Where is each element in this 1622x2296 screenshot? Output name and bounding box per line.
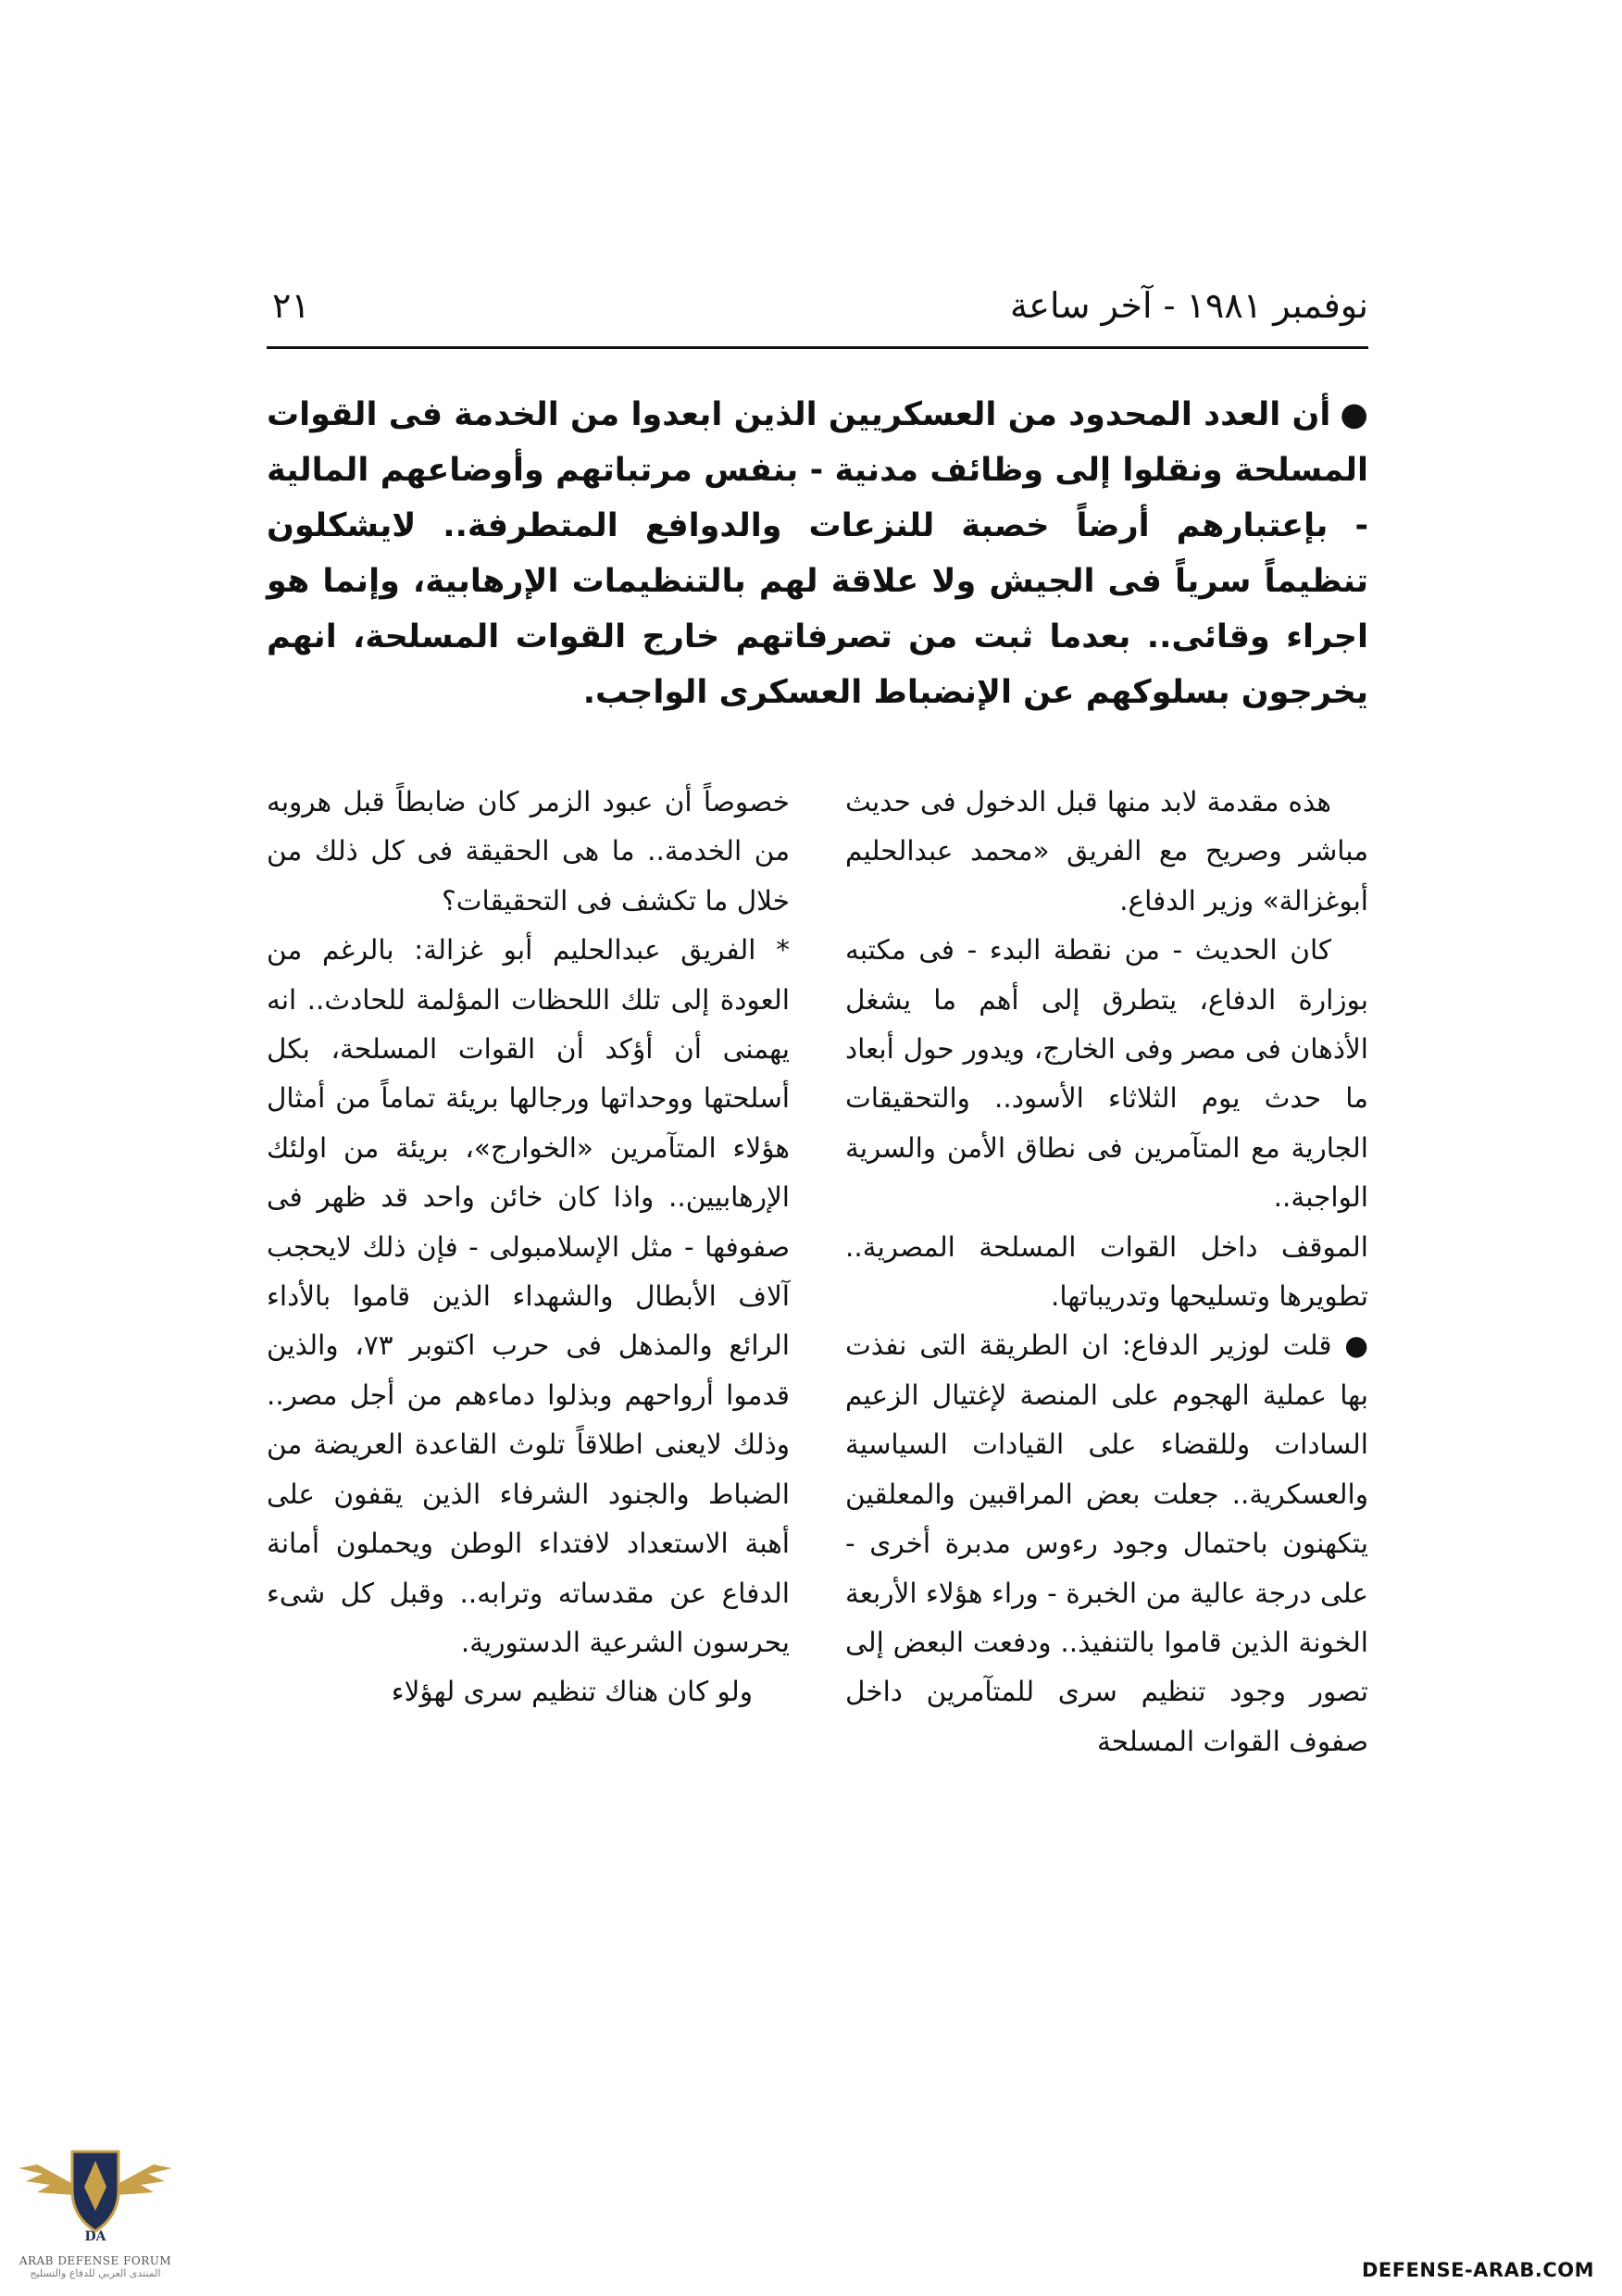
article-column-left: [267, 778, 790, 1717]
lead-text: أن العدد المحدود من العسكريين الذين ابعدوا من الخدمة فى القوات المسلحة ونقلوا إلى وظائف مدنية - بنفس مرتباتهم وأوضاعهم المالية - بإعتبارهم أرضاً خصبة للنزعات والدوافع المتطرفة.. لايشكلون تنظيماً سرياً فى الجيش ولا علاقة لهم بالتنظيمات الإرهابية، وإنما هو اجراء وقائى.. بعدما ثبت من تصرفاتهم خارج القوات المسلحة، انهم يخرجون بسلوكهم عن الإنضباط العسكرى الواجب.: [267, 396, 1368, 711]
column-right-paragraph-1: هذه مقدمة لابد منها قبل الدخول فى حديث مباشر وصريح مع الفريق «محمد عبدالحليم أبوغزالة» وزير الدفاع.: [845, 786, 1368, 917]
page-header: [267, 278, 1368, 349]
logo-caption: [17, 2254, 174, 2279]
bullet-icon: ●: [1340, 396, 1368, 433]
column-left-paragraph-1: خصوصاً أن عبود الزمر كان ضابطاً قبل هروبه من الخدمة.. ما هى الحقيقة فى كل ذلك من خلال ما تكشف فى التحقيقات؟: [267, 786, 790, 917]
column-left-paragraph-2: * الفريق عبدالحليم أبو غزالة: بالرغم من العودة إلى تلك اللحظات المؤلمة للحادث.. انه يهمنى أن أؤكد أن القوات المسلحة، بكل أسلحتها ووحداتها ورجالها بريئة تماماً من أمثال هؤلاء المتآمرين «الخوارج»، بريئة من اولئك الإرهابيين.. واذا كان خائن واحد قد ظهر فى صفوفها - مثل الإسلامبولى - فإن ذلك لايحجب آلاف الأبطال والشهداء الذين قاموا بالأداء الرائع والمذهل فى حرب اكتوبر ٧٣، والذين قدموا أرواحهم وبذلوا دماءهم من أجل مصر.. وذلك لايعنى اطلاقاً تلوث القاعدة العريضة من الضباط والجنود الشرفاء الذين يقفون على أهبة الاستعداد لافتداء الوطن ويحملون أمانة الدفاع عن مقدساته وترابه.. وقبل كل شىء يحرسون الشرعية الدستورية.: [267, 934, 790, 1658]
site-watermark[interactable]: DEFENSE-ARAB.COM: [1361, 2259, 1594, 2281]
running-title: نوفمبر ١٩٨١ - آخر ساعة: [1009, 285, 1368, 326]
logo-mark: DA: [84, 2229, 106, 2244]
forum-logo[interactable]: [17, 2140, 174, 2279]
logo-name-en: ARAB DEFENSE FORUM: [19, 2254, 172, 2267]
column-right-paragraph-3: الموقف داخل القوات المسلحة المصرية.. تطويرها وتسليحها وتدريباتها.: [845, 1230, 1368, 1313]
article-column-right: [845, 778, 1368, 1766]
page-number: ٢١: [272, 285, 310, 326]
column-right-paragraph-2: كان الحديث - من نقطة البدء - فى مكتبه بوزارة الدفاع، يتطرق إلى أهم ما يشغل الأذهان فى مصر وفى الخارج، ويدور حول أبعاد ما حدث يوم الثلاثاء الأسود.. والتحقيقات الجارية مع المتآمرين فى نطاق الأمن والسرية الواجبة..: [845, 934, 1368, 1214]
column-right-paragraph-4: ● قلت لوزير الدفاع: ان الطريقة التى نفذت بها عملية الهجوم على المنصة لإغتيال الزعيم السادات وللقضاء على القيادات السياسية والعسكرية.. جعلت بعض المراقبين والمعلقين يتكهنون باحتمال وجود رءوس مدبرة أخرى - على درجة عالية من الخبرة - وراء هؤلاء الأربعة الخونة الذين قاموا بالتنفيذ.. ودفعت البعض إلى تصور وجود تنظيم سرى للمتآمرين داخل صفوف القوات المسلحة: [845, 1329, 1368, 1757]
logo-name-ar: المنتدى العربي للدفاع والتسليح: [30, 2267, 161, 2279]
lead-paragraph: [267, 387, 1368, 720]
winged-shield-icon: [17, 2140, 174, 2244]
column-left-paragraph-3: ولو كان هناك تنظيم سرى لهؤلاء: [391, 1676, 753, 1708]
